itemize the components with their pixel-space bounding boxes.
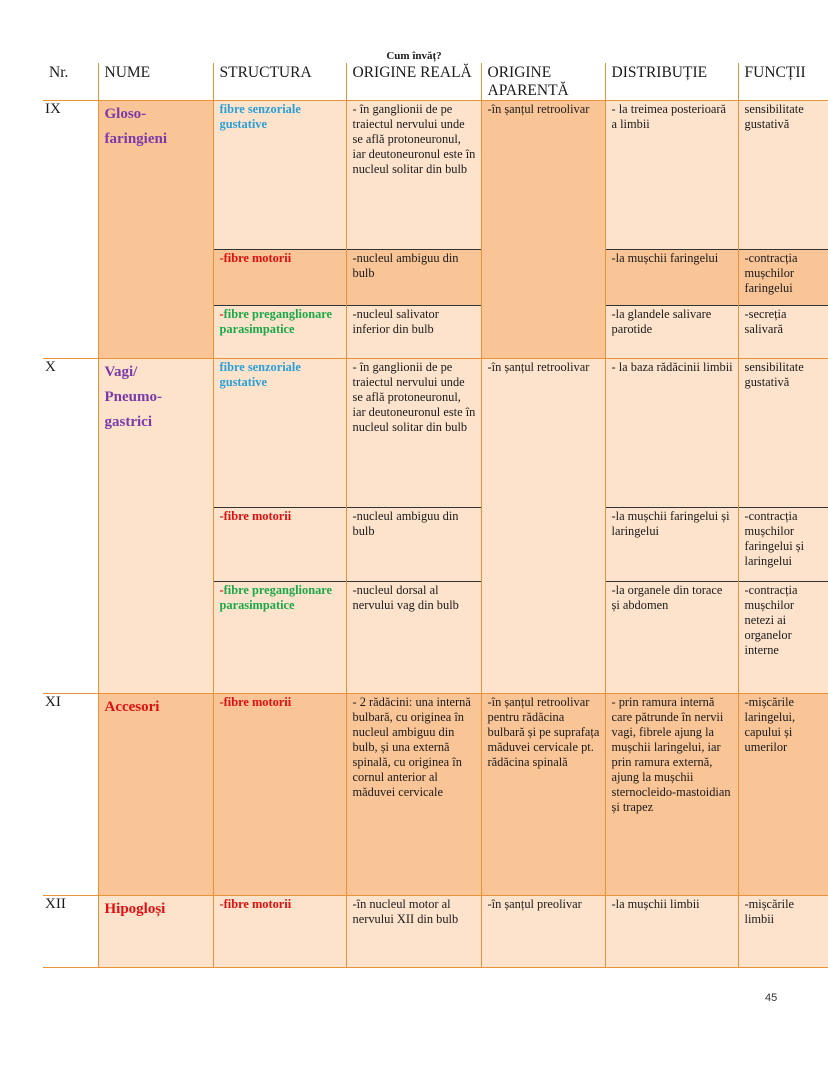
structure-prefix: -: [219, 583, 224, 597]
row-number: XI: [43, 694, 98, 896]
apparent-origin-cell: -în șanțul preolivar: [481, 896, 605, 968]
function-cell: -mișcările laringelui, capului și umerilor: [738, 694, 828, 896]
structure-cell: fibre senzoriale gustative: [213, 101, 346, 250]
page-number: 45: [765, 992, 778, 1004]
row-number: XII: [43, 896, 98, 968]
distribution-cell: -la organele din torace și abdomen: [605, 582, 738, 694]
nerve-name: Hipogloși: [98, 896, 213, 968]
real-origin-cell: - în ganglionii de pe traiectul nervului unde se află protoneuronul, iar deutoneuronul este în nucleul solitar din bulb: [346, 359, 481, 508]
structure-text: fibre preganglionare parasimpatice: [219, 307, 333, 336]
header-structure: STRUCTURA: [213, 63, 346, 101]
distribution-cell: - la baza rădăcinii limbii: [605, 359, 738, 508]
structure-cell: -fibre motorii: [213, 250, 346, 306]
real-origin-cell: -în nucleul motor al nervului XII din bulb: [346, 896, 481, 968]
header-distribution: DISTRIBUȚIE: [605, 63, 738, 101]
nerve-name: Accesori: [98, 694, 213, 896]
function-cell: -mișcările limbii: [738, 896, 828, 968]
cranial-nerves-table: [43, 63, 828, 968]
real-origin-cell: - 2 rădăcini: una internă bulbară, cu originea în nucleul ambiguu din bulb, și una externă spinală, cu originea în cornul anterior al măduvei cervicale: [346, 694, 481, 896]
distribution-cell: -la glandele salivare parotide: [605, 306, 738, 359]
apparent-origin-cell: -în șanțul retroolivar: [481, 101, 605, 359]
structure-cell: -fibre motorii: [213, 694, 346, 896]
real-origin-cell: - în ganglionii de pe traiectul nervului unde se află protoneuronul, iar deutoneuronul este în nucleul solitar din bulb: [346, 101, 481, 250]
function-cell: sensibilitate gustativă: [738, 359, 828, 508]
distribution-cell: - la treimea posterioară a limbii: [605, 101, 738, 250]
structure-cell: [213, 582, 346, 694]
function-cell: -contracția mușchilor faringelui: [738, 250, 828, 306]
real-origin-cell: -nucleul ambiguu din bulb: [346, 250, 481, 306]
nerve-name: Vagi/ Pneumo- gastrici: [98, 359, 213, 694]
row-number: X: [43, 359, 98, 694]
structure-cell: -fibre motorii: [213, 508, 346, 582]
table-caption: Cum învăț?: [386, 50, 442, 62]
structure-cell: [213, 306, 346, 359]
header-name: NUME: [98, 63, 213, 101]
real-origin-cell: -nucleul ambiguu din bulb: [346, 508, 481, 582]
real-origin-cell: -nucleul dorsal al nervului vag din bulb: [346, 582, 481, 694]
structure-prefix: -: [219, 307, 224, 321]
table-row: [43, 101, 828, 250]
apparent-origin-cell: -în șanțul retroolivar: [481, 359, 605, 694]
header-row: [43, 63, 828, 101]
function-cell: sensibilitate gustativă: [738, 101, 828, 250]
real-origin-cell: -nucleul salivator inferior din bulb: [346, 306, 481, 359]
header-nr: Nr.: [43, 63, 98, 101]
apparent-origin-cell: -în șanțul retroolivar pentru rădăcina bulbară și pe suprafața măduvei cervicale pt. rădăcina spinală: [481, 694, 605, 896]
structure-cell: -fibre motorii: [213, 896, 346, 968]
table-row: [43, 896, 828, 968]
header-real-origin: ORIGINE REALĂ: [346, 63, 481, 101]
table-row: [43, 694, 828, 896]
distribution-cell: - prin ramura internă care pătrunde în nervii vagi, fibrele ajung la mușchii laringelui, iar prin ramura externă, ajung la mușchii sternocleido-mastoidian și trapez: [605, 694, 738, 896]
function-cell: -secreția salivară: [738, 306, 828, 359]
structure-cell: fibre senzoriale gustative: [213, 359, 346, 508]
structure-text: fibre preganglionare parasimpatice: [219, 583, 333, 612]
nerve-name: Gloso- faringieni: [98, 101, 213, 359]
function-cell: -contracția mușchilor netezi ai organelor interne: [738, 582, 828, 694]
row-number: IX: [43, 101, 98, 359]
distribution-cell: -la mușchii faringelui și laringelui: [605, 508, 738, 582]
header-apparent-origin: ORIGINE APARENTĂ: [481, 63, 605, 101]
distribution-cell: -la mușchii faringelui: [605, 250, 738, 306]
function-cell: -contracția mușchilor faringelui și laringelui: [738, 508, 828, 582]
header-functions: FUNCȚII: [738, 63, 828, 101]
table-row: [43, 359, 828, 508]
distribution-cell: -la mușchii limbii: [605, 896, 738, 968]
